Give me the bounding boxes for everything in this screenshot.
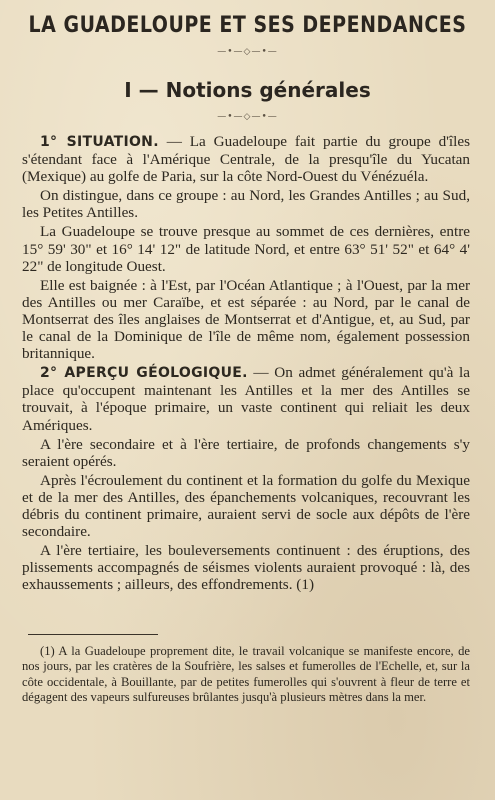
paragraph: Elle est baignée : à l'Est, par l'Océan Atlantique ; à l'Ouest, par la mer des Antilles ou mer Caraïbe, et est séparée : au Nord, par le canal de Montserrat des îles anglaises de Montserrat et d'Antigue, et, au Sud, par le canal de la Dominique de l'île de même nom, également possession britannique.	[22, 276, 470, 363]
paragraph: La Guadeloupe se trouve presque au sommet de ces dernières, entre 15° 59' 30" et 16° 14' 12" de latitude Nord, et entre 63° 51' 52" et 64° 4' 22" de longitude Ouest.	[22, 223, 470, 275]
paragraph-text: — La Guadeloupe fait partie du groupe d'îles s'étendant face à l'Amérique Centrale, de la presqu'île du Yucatan (Mexique) au golfe de Paria, sur la côte Nord-Ouest du Vénézuéla.	[22, 133, 470, 186]
paragraph: A l'ère tertiaire, les bouleversements continuent : des éruptions, des plissements accompagnés de séismes violents auraient provoqué : là, des exhaussements ; ailleurs, des effondrements. (1)	[22, 542, 470, 594]
chapter-ornament: —•—◇—•—	[217, 112, 278, 122]
paragraph	[22, 133, 470, 185]
footnote-divider	[28, 634, 158, 635]
paragraph	[22, 364, 470, 433]
paragraph-text: — On admet généralement qu'à la place qu'occupent maintenant les Antilles et la mer des Antilles se trouvait, à l'époque primaire, un vaste continent qui reliait les deux Amériques.	[22, 364, 470, 434]
main-text	[22, 133, 470, 595]
section-heading: 1° SITUATION.	[40, 134, 159, 150]
running-title: LA GUADELOUPE ET SES DEPENDANCES	[28, 12, 467, 38]
paragraph: On distingue, dans ce groupe : au Nord, les Grandes Antilles ; au Sud, les Petites Antilles.	[22, 187, 470, 222]
footnote	[22, 644, 470, 705]
chapter-title: I — Notions générales	[124, 78, 371, 102]
header-ornament: —•—◇—•—	[217, 47, 278, 57]
paragraph: Après l'écroulement du continent et la formation du golfe du Mexique et de la mer des Antilles, des épanchements volcaniques, recouvrant les débris du continent primaire, auraient servi de socle aux dépôts de l'ère secondaire.	[22, 471, 470, 541]
footnote-text: (1) A la Guadeloupe proprement dite, le travail volcanique se manifeste encore, de nos jours, par les cratères de la Soufrière, les salses et fumerolles de l'Echelle, et, sur la côte occidentale, à Bouillante, par de petites fumerolles qui s'ouvrent à fleur de terre et dégagent des vapeurs sulfureuses brûlantes jusqu'à plusieurs mètres dans la mer.	[22, 644, 470, 704]
section-heading: 2° APERÇU GÉOLOGIQUE.	[40, 365, 248, 382]
paragraph: A l'ère secondaire et à l'ère tertiaire, de profonds changements s'y seraient opérés.	[22, 435, 470, 470]
